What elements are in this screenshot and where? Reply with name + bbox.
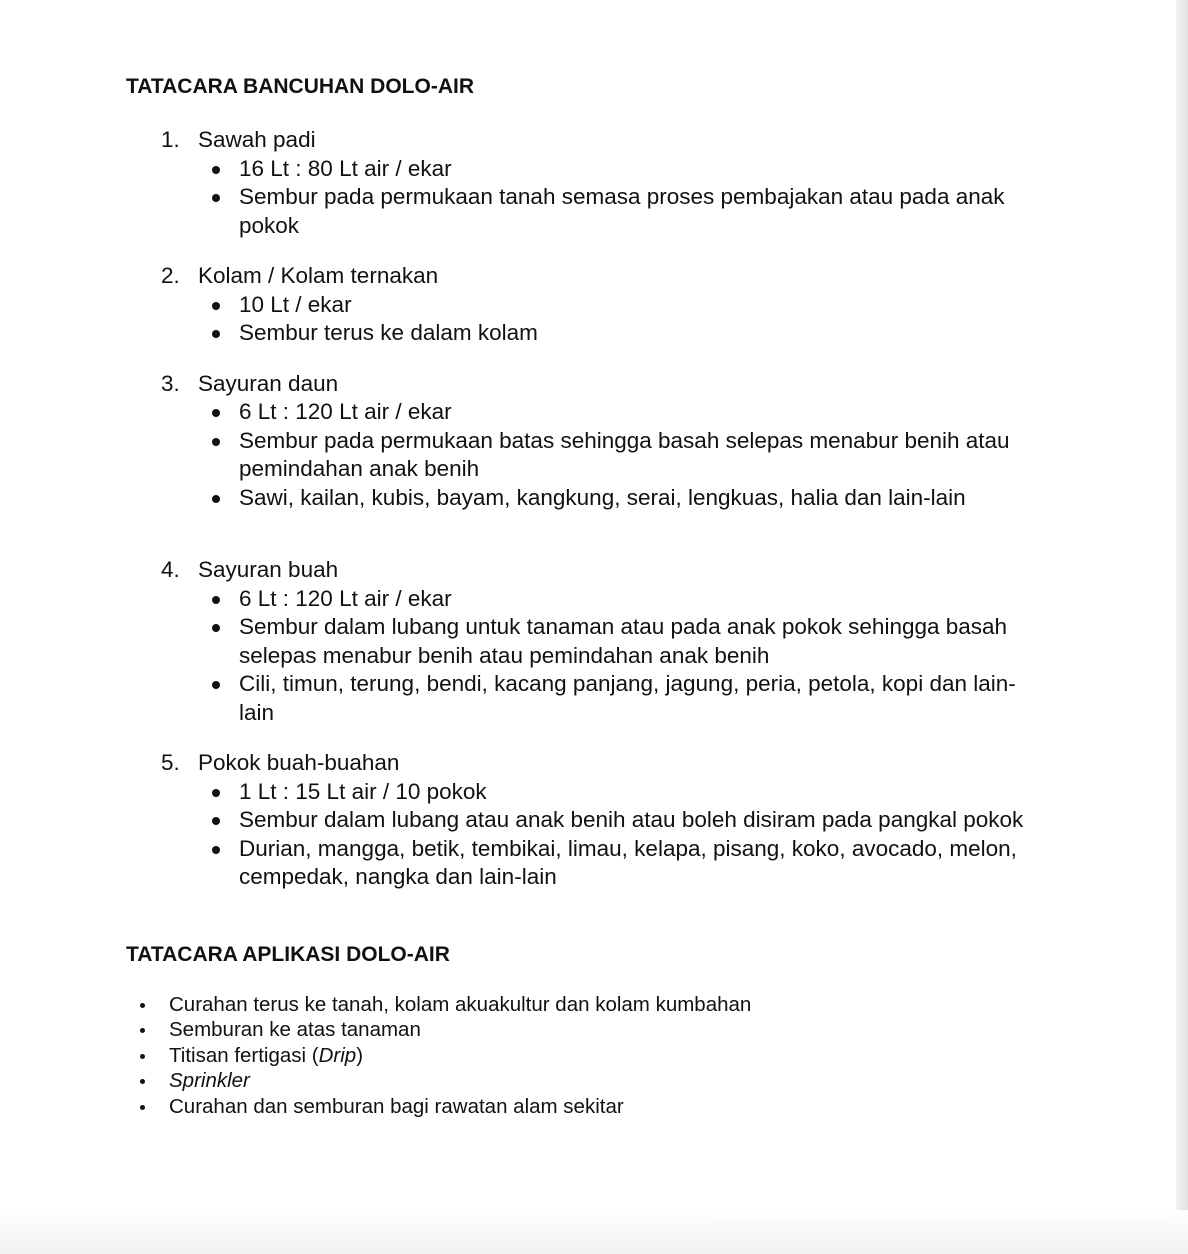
step-label: Kolam / Kolam ternakan	[198, 263, 439, 288]
sub-bullet	[126, 778, 1046, 807]
sub-bullet	[126, 835, 1046, 892]
step-label: Sayuran daun	[198, 370, 339, 396]
step-heading	[126, 556, 1046, 585]
sub-bullet-text: Sembur dalam lubang untuk tanaman atau pada anak pokok sehingga basah selepas menabur benih atau pemindahan anak benih	[239, 614, 1008, 668]
sub-bullet	[126, 484, 1046, 513]
list-item	[126, 556, 1046, 727]
aplikasi-text: Semburan ke atas tanaman	[169, 1018, 421, 1041]
list-item	[126, 749, 1046, 892]
sub-bullet	[126, 155, 1046, 184]
bullet-icon	[212, 495, 220, 503]
sub-bullet-text: Sembur pada permukaan tanah semasa proses pembajakan atau pada anak pokok	[239, 184, 1005, 238]
list-item	[126, 1017, 1046, 1043]
bullet-icon	[212, 166, 220, 174]
sub-bullet-text: Durian, mangga, betik, tembikai, limau, kelapa, pisang, koko, avocado, melon, cempedak, nangka dan lain-lain	[239, 835, 1017, 889]
sub-bullet-text: Sembur pada permukaan batas sehingga basah selepas menabur benih atau pemindahan anak benih	[239, 427, 1010, 481]
bullet-icon	[212, 624, 220, 632]
aplikasi-text: Curahan dan semburan bagi rawatan alam sekitar	[169, 1094, 624, 1118]
sub-bullet	[126, 670, 1046, 727]
bullet-icon	[212, 846, 220, 854]
sub-bullet	[126, 291, 1046, 320]
sub-bullet	[126, 398, 1046, 427]
list-item	[126, 1068, 1046, 1094]
list-item	[126, 370, 1046, 513]
aplikasi-list	[126, 992, 1046, 1120]
bullet-icon	[212, 596, 220, 604]
sub-bullet-list	[126, 291, 1046, 348]
list-item	[126, 1094, 1046, 1120]
sub-bullet-list	[126, 155, 1046, 241]
sub-bullet-text: 6 Lt : 120 Lt air / ekar	[239, 585, 452, 611]
bottom-shade	[0, 1210, 1188, 1254]
bullet-icon	[212, 681, 220, 689]
sub-bullet-list	[126, 398, 1046, 512]
bullet-icon	[212, 330, 220, 338]
list-item	[126, 992, 1046, 1018]
sub-bullet-list	[126, 778, 1046, 892]
aplikasi-text: Curahan terus ke tanah, kolam akuakultur dan kolam kumbahan	[169, 992, 752, 1016]
step-number: 4.	[161, 557, 180, 582]
step-number: 2.	[161, 263, 180, 288]
section-title-aplikasi: TATACARA APLIKASI DOLO-AIR	[126, 942, 450, 966]
document-body	[126, 74, 1046, 1119]
bullet-icon	[212, 789, 220, 797]
step-label: Sawah padi	[198, 127, 316, 152]
aplikasi-text-before: Titisan fertigasi (	[169, 1043, 319, 1067]
bullet-icon	[212, 302, 220, 310]
bullet-icon	[212, 409, 220, 417]
sub-bullet-text: Sawi, kailan, kubis, bayam, kangkung, serai, lengkuas, halia dan lain-lain	[239, 484, 966, 510]
step-label: Pokok buah-buahan	[198, 750, 400, 775]
sub-bullet-text: 1 Lt : 15 Lt air / 10 pokok	[239, 778, 487, 804]
bancuhan-list	[126, 126, 1046, 892]
sub-bullet-text: 16 Lt : 80 Lt air / ekar	[239, 155, 452, 181]
bullet-icon	[140, 1054, 145, 1059]
bullet-icon	[140, 1105, 145, 1110]
sub-bullet	[126, 585, 1046, 614]
sub-bullet	[126, 613, 1046, 670]
sub-bullet	[126, 427, 1046, 484]
bullet-icon	[140, 1028, 145, 1033]
sub-bullet	[126, 183, 1046, 240]
bullet-icon	[212, 817, 220, 825]
sub-bullet-text: Sembur dalam lubang atau anak benih atau boleh disiram pada pangkal pokok	[239, 807, 1024, 832]
sub-bullet-text: 10 Lt / ekar	[239, 291, 352, 317]
section-title-bancuhan: TATACARA BANCUHAN DOLO-AIR	[126, 75, 475, 98]
step-heading	[126, 370, 1046, 399]
bullet-icon	[140, 1079, 145, 1084]
sub-bullet	[126, 319, 1046, 348]
sub-bullet-text: Sembur terus ke dalam kolam	[239, 320, 538, 345]
bullet-icon	[212, 438, 220, 446]
page-edge	[1176, 0, 1188, 1254]
aplikasi-text-after: )	[356, 1043, 364, 1067]
step-number: 1.	[161, 127, 180, 152]
step-number: 3.	[161, 370, 180, 396]
step-label: Sayuran buah	[198, 557, 339, 582]
step-heading	[126, 126, 1046, 155]
list-item	[126, 1043, 1046, 1069]
aplikasi-text-italic: Sprinkler	[169, 1069, 250, 1092]
list-item	[126, 126, 1046, 240]
step-number: 5.	[161, 750, 180, 775]
bottom-highlight	[715, 1222, 1163, 1226]
sub-bullet-text: Cili, timun, terung, bendi, kacang panjang, jagung, peria, petola, kopi dan lain-lain	[239, 671, 1016, 725]
sub-bullet	[126, 806, 1046, 835]
sub-bullet-text: 6 Lt : 120 Lt air / ekar	[239, 399, 452, 424]
list-item	[126, 262, 1046, 348]
sub-bullet-list	[126, 585, 1046, 728]
aplikasi-text-italic: Drip	[318, 1043, 357, 1067]
step-heading	[126, 749, 1046, 778]
step-heading	[126, 262, 1046, 291]
bullet-icon	[140, 1003, 145, 1008]
bullet-icon	[212, 194, 220, 202]
